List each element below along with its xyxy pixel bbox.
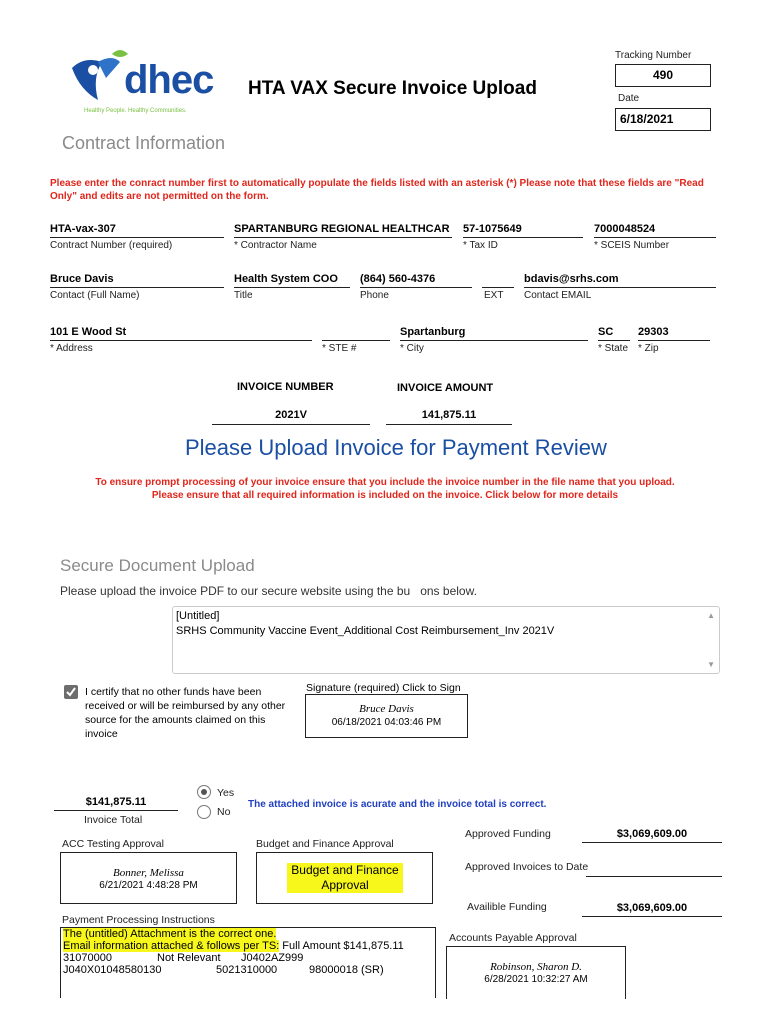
payment-line2a: Email information attached & follows per TS: [63,940,280,952]
contractor-name-value: SPARTANBURG REGIONAL HEALTHCAR [234,223,450,235]
tracking-number-value: 490 [652,68,674,82]
budget-finance-approval-button[interactable]: Budget and Finance Approval [287,863,403,893]
tracking-number-label: Tracking Number [615,50,692,61]
contract-number-field[interactable] [50,219,224,238]
state-label: * State [598,343,629,354]
budget-finance-approval-field[interactable] [256,852,433,904]
contact-name-value: Bruce Davis [50,273,114,285]
scroll-down-icon[interactable]: ▼ [707,660,715,669]
phone-field[interactable] [360,269,472,288]
city-value: Spartanburg [400,326,466,338]
upload-instructions: Please upload the invoice PDF to our secure website using the bu ons below. [60,584,477,598]
contract-number-value: HTA-vax-307 [50,223,116,235]
available-funding-value: $3,069,609.00 [616,902,688,914]
radio-no[interactable] [197,805,211,819]
budget-finance-label: Budget and Finance Approval [256,838,394,850]
sceis-number-label: * SCEIS Number [594,240,670,251]
ste-field[interactable] [322,322,390,341]
invoice-amount-value: 141,875.11 [421,409,477,421]
upload-file-line1: [Untitled] [176,610,220,622]
phone-label: Phone [360,290,389,301]
acc-testing-approval-field[interactable] [60,852,237,904]
contract-section-title: Contract Information [62,133,226,153]
upload-file-line2: SRHS Community Vaccine Event_Additional Cost Reimbursement_Inv 2021V [176,625,555,637]
radio-no-label: No [217,806,231,818]
invoice-total-field[interactable] [54,792,178,811]
accounts-payable-approval-field[interactable] [446,946,626,999]
upload-section-title: Secure Document Upload [60,556,255,575]
certify-checkbox[interactable] [64,685,78,699]
payment-line3a: 31070000 [63,952,112,964]
payment-line2b: Full Amount $141,875.11 [279,940,404,952]
title-value: Health System COO [234,273,338,285]
page-title: HTA VAX Secure Invoice Upload [248,78,537,99]
state-field[interactable] [598,322,630,341]
invoice-total-value: $141,875.11 [85,796,147,808]
zip-label: * Zip [638,343,659,354]
contract-number-label: Contract Number (required) [50,240,173,251]
ap-approver-name: Robinson, Sharon D. [490,961,582,973]
radio-selected-dot-icon [201,789,207,795]
date-value: 6/18/2021 [620,112,674,126]
available-funding-field[interactable] [582,898,722,917]
phone-value: (864) 560-4376 [360,273,436,285]
accounts-payable-label: Accounts Payable Approval [449,932,577,944]
email-label: Contact EMAIL [524,290,592,301]
payment-line3c: J0402AZ999 [241,952,304,964]
contact-name-label: Contact (Full Name) [50,290,140,301]
ext-field[interactable] [482,269,514,288]
payment-processing-label: Payment Processing Instructions [62,914,215,926]
upload-file-list[interactable] [172,606,720,674]
contractor-name-label: * Contractor Name [234,240,317,251]
city-field[interactable] [400,322,588,341]
tax-id-value: 57-1075649 [463,223,522,235]
approved-funding-field[interactable] [582,824,722,843]
payment-line4b: 5021310000 [216,964,278,976]
city-label: * City [400,343,424,354]
zip-value: 29303 [638,326,669,338]
signature-name: Bruce Davis [359,703,414,715]
sceis-number-value: 7000048524 [594,223,656,235]
sceis-number-field[interactable] [594,219,716,238]
payment-line4a: J040X01048580130 [63,964,162,976]
invoice-amount-label: INVOICE AMOUNT [397,382,494,394]
available-funding-label: Availible Funding [467,901,547,913]
zip-field[interactable] [638,322,710,341]
brand-tagline: Healthy People. Healthy Communities. [84,108,187,114]
approved-invoices-label: Approved Invoices to Date [465,861,589,873]
signature-field[interactable] [305,694,468,738]
payment-line1: The (untitled) Attachment is the correct one. [63,928,277,940]
invoice-amount-field[interactable] [386,405,512,425]
contact-name-field[interactable] [50,269,224,288]
scroll-up-icon[interactable]: ▲ [707,611,715,620]
invoice-correct-statement: The attached invoice is acurate and the invoice total is correct. [248,799,547,810]
acc-testing-label: ACC Testing Approval [62,838,164,850]
upload-notice-line2: Please ensure that all required information is included on the invoice. Click below for more details [151,490,619,501]
signature-date: 06/18/2021 04:03:46 PM [331,717,442,728]
tax-id-label: * Tax ID [463,240,498,251]
contract-notice: Please enter the conract number first to automatically populate the fields listed with an asterisk (*) Please note that these fields are "Read Only" and edits are not permitted on the form. [50,178,704,202]
email-field[interactable] [524,269,716,288]
address-field[interactable] [50,322,312,341]
brand-wordmark: dhec [124,58,214,102]
payment-line3b: Not Relevant [157,952,221,964]
approved-funding-label: Approved Funding [465,828,551,840]
ap-approval-date: 6/28/2021 10:32:27 AM [484,974,588,985]
payment-processing-field[interactable] [60,927,436,998]
title-field[interactable] [234,269,350,288]
signature-label: Signature (required) Click to Sign [306,682,461,694]
invoice-number-field[interactable] [212,405,370,425]
ext-label: EXT [484,290,504,301]
invoice-number-value: 2021V [275,409,307,421]
address-label: * Address [50,343,93,354]
approved-invoices-field[interactable] [586,858,722,877]
contractor-name-field[interactable] [234,219,452,238]
acc-approver-name: Bonner, Melissa [113,867,184,879]
upload-heading: Please Upload Invoice for Payment Review [185,435,607,460]
invoice-number-label: INVOICE NUMBER [237,381,334,393]
address-value: 101 E Wood St [50,326,127,338]
acc-approval-date: 6/21/2021 4:48:28 PM [99,880,198,891]
ste-label: * STE # [322,343,357,354]
radio-yes[interactable] [197,785,211,799]
upload-notice-line1: To ensure prompt processing of your invoice ensure that you include the invoice number in the file name that you upload. [95,477,675,488]
tracking-number-field[interactable] [615,64,711,87]
radio-yes-label: Yes [217,787,235,799]
invoice-total-label: Invoice Total [84,814,143,826]
title-label: Title [234,290,253,301]
tax-id-field[interactable] [463,219,583,238]
payment-line4c: 98000018 (SR) [309,964,384,976]
checkmark-icon [64,685,78,699]
email-value: bdavis@srhs.com [524,273,619,285]
date-label: Date [618,93,640,104]
certify-text: I certify that no other funds have been received or will be reimbursed by any other source for the amounts claimed on this invoice [85,686,286,740]
state-value: SC [598,326,614,338]
dhec-logo [62,48,226,120]
approved-funding-value: $3,069,609.00 [616,828,688,840]
date-field[interactable] [615,108,711,131]
